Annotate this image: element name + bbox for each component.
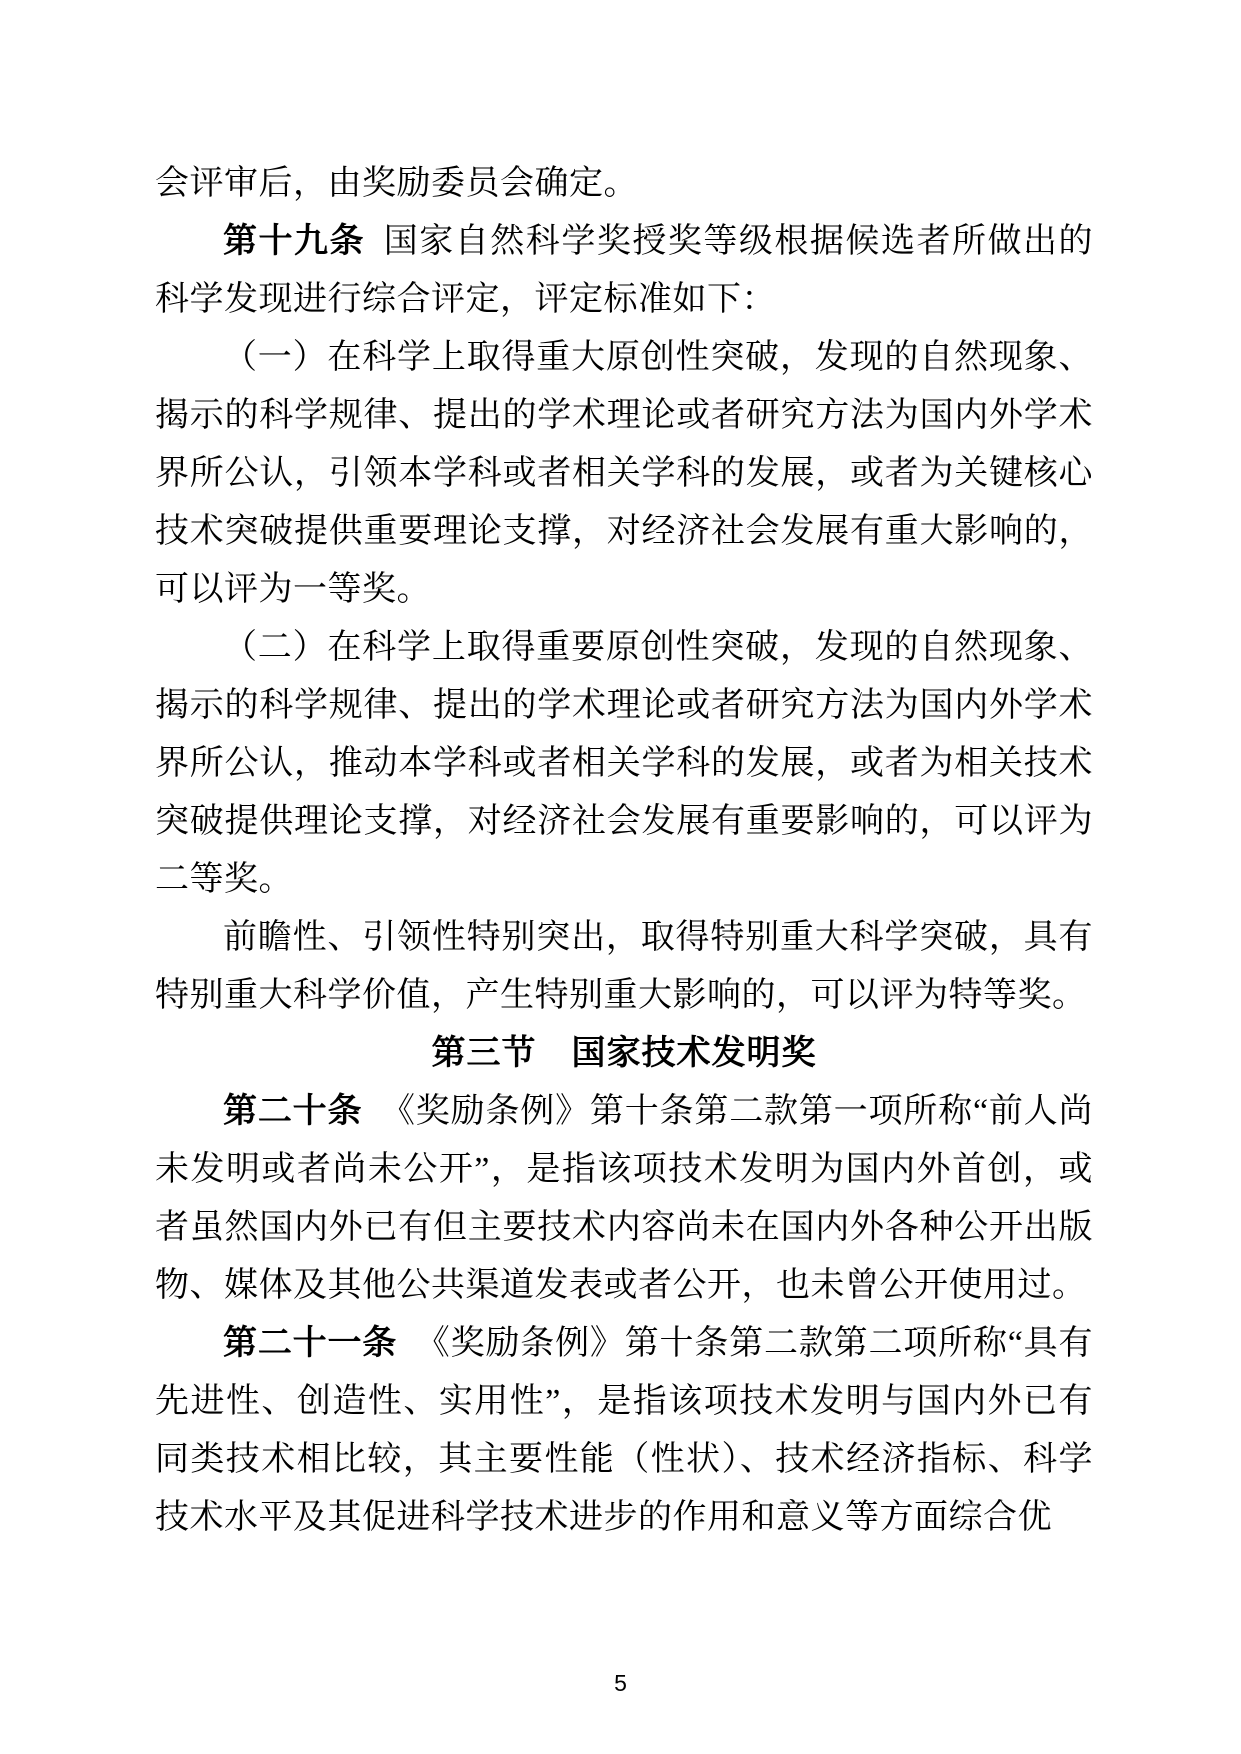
- paragraph-text: 前瞻性、引领性特别突出，取得特别重大科学突破，具有特别重大科学价值，产生特别重大影响的，可以评为特等奖。: [155, 919, 1093, 1014]
- page-number: 5: [614, 1670, 627, 1696]
- article-number: 第二十条: [223, 1093, 363, 1130]
- paragraph-text: 国家自然科学奖授奖等级根据候选者所做出的科学发现进行综合评定，评定标准如下：: [155, 223, 1094, 318]
- paragraph-text: 《奖励条例》第十条第二款第一项所称“前人尚未发明或者尚未公开”，是指该项技术发明为国内外首创，或者虽然国内外已有但主要技术内容尚未在国内外各种公开出版物、媒体及其他公共渠道发表或者公开，也未曾公开使用过。: [155, 1093, 1094, 1304]
- section-heading: 第三节 国家技术发明奖: [431, 1035, 817, 1072]
- paragraph-article-21: [155, 1315, 1093, 1547]
- document-body: [155, 155, 1093, 1547]
- paragraph-text: 会评审后，由奖励委员会确定。: [155, 165, 638, 202]
- paragraph-continuation: [155, 155, 1093, 213]
- paragraph-special-grade: [155, 909, 1093, 1025]
- article-number: 第十九条: [223, 223, 366, 260]
- paragraph-item-2: [155, 619, 1093, 909]
- page-footer: [0, 1672, 1241, 1696]
- paragraph-article-19: [155, 213, 1093, 329]
- paragraph-item-1: [155, 329, 1093, 619]
- paragraph-text: （二）在科学上取得重要原创性突破，发现的自然现象、揭示的科学规律、提出的学术理论或者研究方法为国内外学术界所公认，推动本学科或者相关学科的发展，或者为相关技术突破提供理论支撑，对经济社会发展有重要影响的，可以评为二等奖。: [155, 629, 1093, 898]
- paragraph-text: 《奖励条例》第十条第二款第二项所称“具有先进性、创造性、实用性”，是指该项技术发明与国内外已有同类技术相比较，其主要性能（性状）、技术经济指标、科学技术水平及其促进科学技术进步的作用和意义等方面综合优: [155, 1325, 1093, 1536]
- paragraph-article-20: [155, 1083, 1093, 1315]
- paragraph-text: （一）在科学上取得重大原创性突破，发现的自然现象、揭示的科学规律、提出的学术理论或者研究方法为国内外学术界所公认，引领本学科或者相关学科的发展，或者为关键核心技术突破提供重要理论支撑，对经济社会发展有重大影响的，可以评为一等奖。: [155, 339, 1093, 608]
- article-number: 第二十一条: [223, 1325, 398, 1362]
